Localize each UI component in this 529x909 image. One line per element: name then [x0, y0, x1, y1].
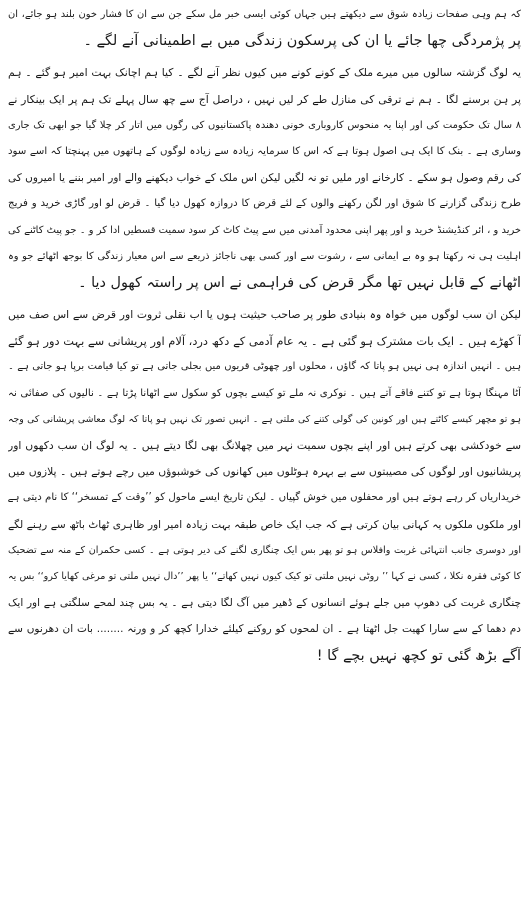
text-line: وساری ہے ۔ بنک کا ایک ہی اصول ہوتا ہے کہ اس کا سرمایہ زیادہ سے زیادہ لوگوں کے ہاتھوں میں پہنچتا کہ اسے سود: [8, 145, 521, 157]
text-line: اور دوسری جانب انتہائی غربت وافلاس ہو تو پھر بس ایک چنگاری لگنے کی دیر ہوتی ہے ۔ کسی حکمران کے منہ سے تضحیک: [8, 544, 521, 556]
text-line: پریشانیوں اور لوگوں کی مصیبتوں سے بے بہرہ ہوٹلوں میں کھانوں کی خوشبوؤں میں رچے ہوتے ہیں ۔ پلازوں میں: [8, 465, 521, 479]
text-line: ہیں ۔ انہیں اندازہ ہی نہیں ہو پاتا کہ گاؤں ، محلوں اور چھوٹی قریوں میں بجلی جاتی ہے تو کیا قیامت برپا ہو جاتی ہے ۔: [8, 361, 521, 373]
text-line: دم دھما کے سے سارا کھیت جل اٹھتا ہے ۔ ان لمحوں کو روکنے کیلئے خدارا کچھ کر و ورنہ ........ بات ان دھرنوں سے: [8, 623, 521, 636]
text-line: خرید و ، ائر کنڈیشنڈ خرید و اور پھر اپنی محدود آمدنی میں سے پیٹ کاٹ کر سود سمیت قسطیں ادا کر و ۔ جو پیٹ کاٹنے کی: [8, 224, 521, 236]
text-line: ہو تو مچھر کیسے کاٹتے ہیں اور کونین کی گولی کتنے کی ملتی ہے ۔ انہیں تصور تک نہیں ہو پاتا کہ لوگ معاشی پریشانی کی وجہ: [8, 413, 521, 425]
article-paragraph-3: [8, 302, 521, 669]
text-line: آٹا مہنگا ہوتا ہے تو کتنے فاقے آتے ہیں ۔ نوکری نہ ملے تو کیسے بچوں کو سکول سے اٹھانا پڑتا ہے ۔ نالیوں کی صفائی نہ: [8, 387, 521, 399]
text-line: اٹھانے کے قابل نہیں تھا مگر قرض کی فراہمی نے اس پر راستہ کھول دیا ۔: [78, 274, 521, 291]
text-line: آ کھڑے ہیں ۔ ایک بات مشترک ہو گئی ہے ۔ یہ عام آدمی کے دکھ درد، آلام اور پریشانی سے بہت دور ہو گئے: [8, 334, 521, 349]
text-line: ۸ سال تک حکومت کی اور اپنا یہ منحوس کاروباری خونی دھندہ پاکستانیوں کی رگوں میں اتار کر چلا گیا جو ابھی تک جاری: [8, 119, 521, 131]
text-line: پر ہن برسنے لگا ۔ ہم نے ترقی کی منازل طے کر لیں نہیں ، دراصل آج سے چھ سال پہلے تک ہم پر ایک بینکار نے: [8, 92, 521, 106]
text-line: یہ لوگ گزشتہ سالوں میں میرے ملک کے کونے کونے میں کیوں نظر آنے لگے ۔ کیا ہم اچانک بہت امیر ہو گئے ۔ ہم: [8, 66, 521, 80]
text-line: کہ ہم وہی صفحات زیادہ شوق سے دیکھتے ہیں جہاں کوئی ایسی خبر مل سکے جن سے ان کا فشار خون بلند ہو جائے، ان: [8, 9, 521, 20]
article-paragraph-2: [8, 60, 521, 296]
text-line: آگے بڑھ گئی تو کچھ نہیں بچے گا !: [316, 647, 521, 664]
text-line: سے خودکشی بھی کرتے ہیں اور اپنے بچوں سمیت نہر میں چھلانگ بھی لگا دیتے ہیں ۔ یہ لوگ ان سب دکھوں اور: [8, 439, 521, 452]
text-line: کی رقم وصول ہو سکے ۔ کارخانے اور ملیں تو نہ لگیں لیکن اس ملک کے خواب دیکھنے والے اور امیر بننے یا امیروں کی: [8, 172, 521, 185]
text-line: کا کوئی فقرہ نکلا ، کسی نے کہا ’’ روٹی نہیں ملتی تو کیک کیوں نہیں کھاتے‘‘ یا پھر ’’دال نہیں ملتی تو مرغی کھایا کرو‘‘ بس یہ: [8, 570, 521, 582]
text-line: لیکن ان سب لوگوں میں خواہ وہ بنیادی طور پر صاحب حیثیت ہوں یا اب نقلی ثروت اور قرض سے اس صف میں: [8, 308, 521, 322]
article-paragraph-1: [8, 2, 521, 54]
text-line: اہلیت ہی نہ رکھتا ہو وہ بے ایمانی سے ، رشوت سے اور کسی بھی ناجائز ذریعے سے اس معیار زندگی کا بوجھ اٹھائے جو وہ: [8, 250, 521, 262]
text-line: پر پژمردگی چھا جائے یا ان کی پرسکون زندگی میں بے اطمینانی آنے لگے ۔: [83, 33, 521, 50]
text-line: چنگاری غربت کی دھوپ میں جلے ہوئے انسانوں کے ڈھیر میں آگ لگا دیتی ہے ۔ یہ بس چند لمحے سلگتی ہے اور ایک: [8, 597, 521, 610]
text-line: اور ملکوں ملکوں یہ کہانی بیان کرتی ہے کہ جب ایک خاص طبقہ بہت زیادہ امیر اور ظاہری ٹھاٹ باٹھ سے رہنے لگے: [8, 518, 521, 531]
text-line: خریداریاں کر رہے ہوتے ہیں اور محفلوں میں خوش گپیاں ۔ لیکن تاریخ ایسے ماحول کو ’’وقت کے تمسخر‘‘ کا نام دیتی ہے: [8, 492, 521, 504]
text-line: طرح زندگی گزارنے کا شوق اور لگن رکھنے والوں کے لئے قرض کا دروازہ کھول دیا گیا ۔ قرض لو اور گاڑی خرید و فریج: [8, 198, 521, 210]
